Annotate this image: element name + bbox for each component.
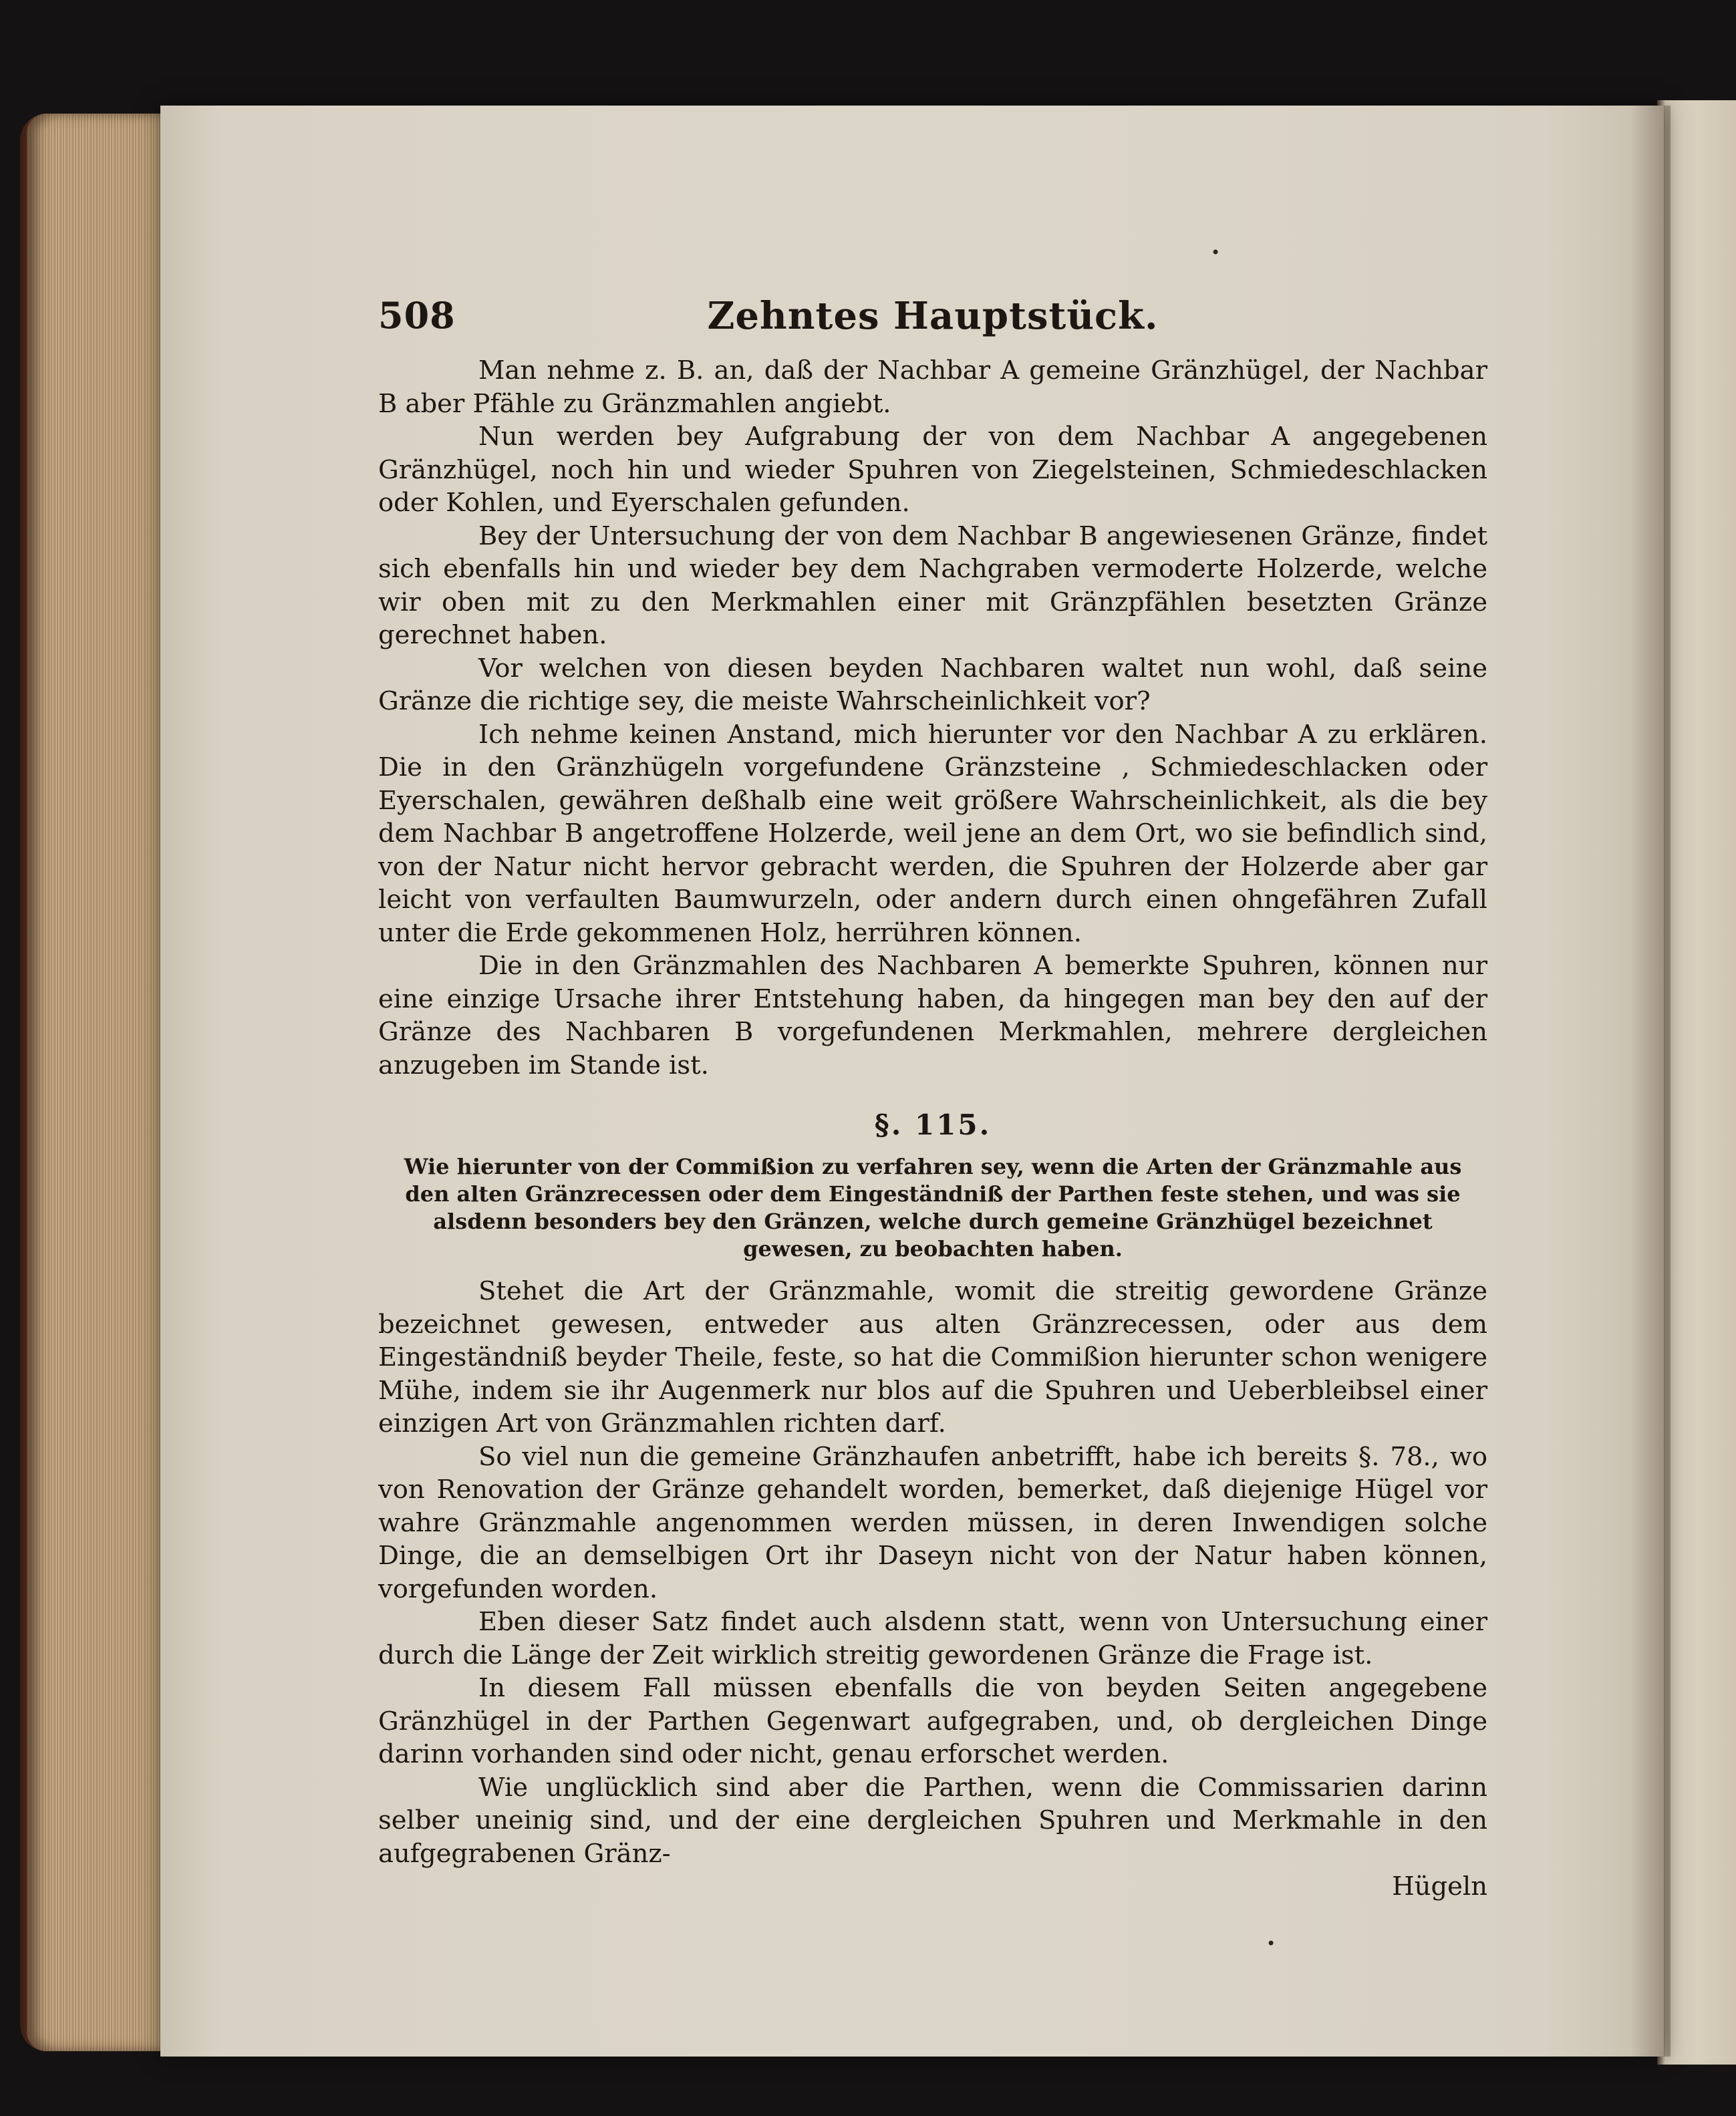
catchword: Hügeln: [1392, 1871, 1487, 1902]
page-number: 508: [378, 294, 456, 337]
paragraph: Bey der Untersuchung der von dem Nachbar B angewiesenen Gränze, findet sich ebenfalls hin und wieder bey dem Nachgraben vermoderte Holzerde, welche wir oben mit zu den Merkmahlen einer mit Gränzpfählen besetzten Gränze gerechnet haben.: [378, 520, 1487, 650]
paragraph: Man nehme z. B. an, daß der Nachbar A gemeine Gränzhügel, der Nachbar B aber Pfähle zu Gränzmahlen angiebt.: [378, 355, 1487, 419]
paragraph: Eben dieser Satz findet auch alsdenn statt, wenn von Untersuchung einer durch die Länge der Zeit wirklich streitig gewordenen Gränze die Frage ist.: [378, 1607, 1487, 1670]
paragraph: Wie unglücklich sind aber die Parthen, wenn die Commissarien darinn selber uneinig sind, und der eine dergleichen Spuhren und Merkmahle in den aufgegrabenen Gränz-: [378, 1772, 1487, 1869]
paragraph: Ich nehme keinen Anstand, mich hierunter vor den Nachbar A zu erklären. Die in den Gränzhügeln vorgefundene Gränzsteine , Schmiedeschlacken oder Eyerschalen, gewähren deßhalb eine weit größere Wahrscheinlichkeit, als die bey dem Nachbar B angetroffene Holzerde, weil jene an dem Ort, wo sie befindlich sind, von der Natur nicht hervor gebracht werden, die Spuhren der Holzerde aber gar leicht von verfaulten Baumwurzeln, oder andern durch einen ohngefähren Zufall unter die Erde gekommenen Holz, herrühren können.: [378, 719, 1487, 948]
ink-speck: •: [1266, 1934, 1276, 1953]
section-title: Wie hierunter von der Commißion zu verfahren sey, wenn die Arten der Gränzmahle aus den alten Gränzrecessen oder dem Eingeständniß der Parthen feste stehen, und was sie alsdenn besonders bey den Gränzen, welche durch gemeine Gränzhügel bezeichnet gewesen, zu beobachten haben.: [404, 1154, 1462, 1261]
paragraph: Vor welchen von diesen beyden Nachbaren waltet nun wohl, daß seine Gränze die richtige sey, die meiste Wahrscheinlichkeit vor?: [378, 653, 1487, 716]
paragraph: In diesem Fall müssen ebenfalls die von beyden Seiten angegebene Gränzhügel in der Parthen Gegenwart aufgegraben, und, ob dergleichen Dinge darinn vorhanden sind oder nicht, genau erforschet werden.: [378, 1673, 1487, 1769]
page-content: [378, 294, 1487, 1904]
paragraph: So viel nun die gemeine Gränzhaufen anbetrifft, habe ich bereits §. 78., wo von Renovation der Gränze gehandelt worden, bemerket, daß diejenige Hügel vor wahre Gränzmahle angenommen werden müssen, in deren Inwendigen solche Dinge, die an demselbigen Ort ihr Daseyn nicht von der Natur haben können, vorgefunden worden.: [378, 1441, 1487, 1604]
running-head: Zehntes Hauptstück.: [707, 294, 1159, 338]
paragraph: Stehet die Art der Gränzmahle, womit die streitig gewordene Gränze bezeichnet gewesen, entweder aus alten Gränzrecessen, oder aus dem Eingeständniß beyder Theile, feste, so hat die Commißion hierunter schon wenigere Mühe, indem sie ihr Augenmerk nur blos auf die Spuhren und Ueberbleibsel einer einzigen Art von Gränzmahlen richten darf.: [378, 1276, 1487, 1439]
page-gutter-shadow: [1630, 106, 1671, 2057]
ink-speck: •: [1211, 243, 1221, 262]
page-block-edge: [27, 114, 167, 2051]
page-header: [378, 294, 1487, 354]
paragraph: Nun werden bey Aufgrabung der von dem Nachbar A angegebenen Gränzhügel, noch hin und wieder Spuhren von Ziegelsteinen, Schmiedeschlacken oder Kohlen, und Eyerschalen gefunden.: [378, 422, 1487, 518]
paragraph: Die in den Gränzmahlen des Nachbaren A bemerkte Spuhren, können nur eine einzige Ursache ihrer Entstehung haben, da hingegen man bey den auf der Gränze des Nachbaren B vorgefundenen Merkmahlen, mehrere dergleichen anzugeben im Stande ist.: [378, 951, 1487, 1080]
section-number: §. 115.: [874, 1108, 992, 1141]
